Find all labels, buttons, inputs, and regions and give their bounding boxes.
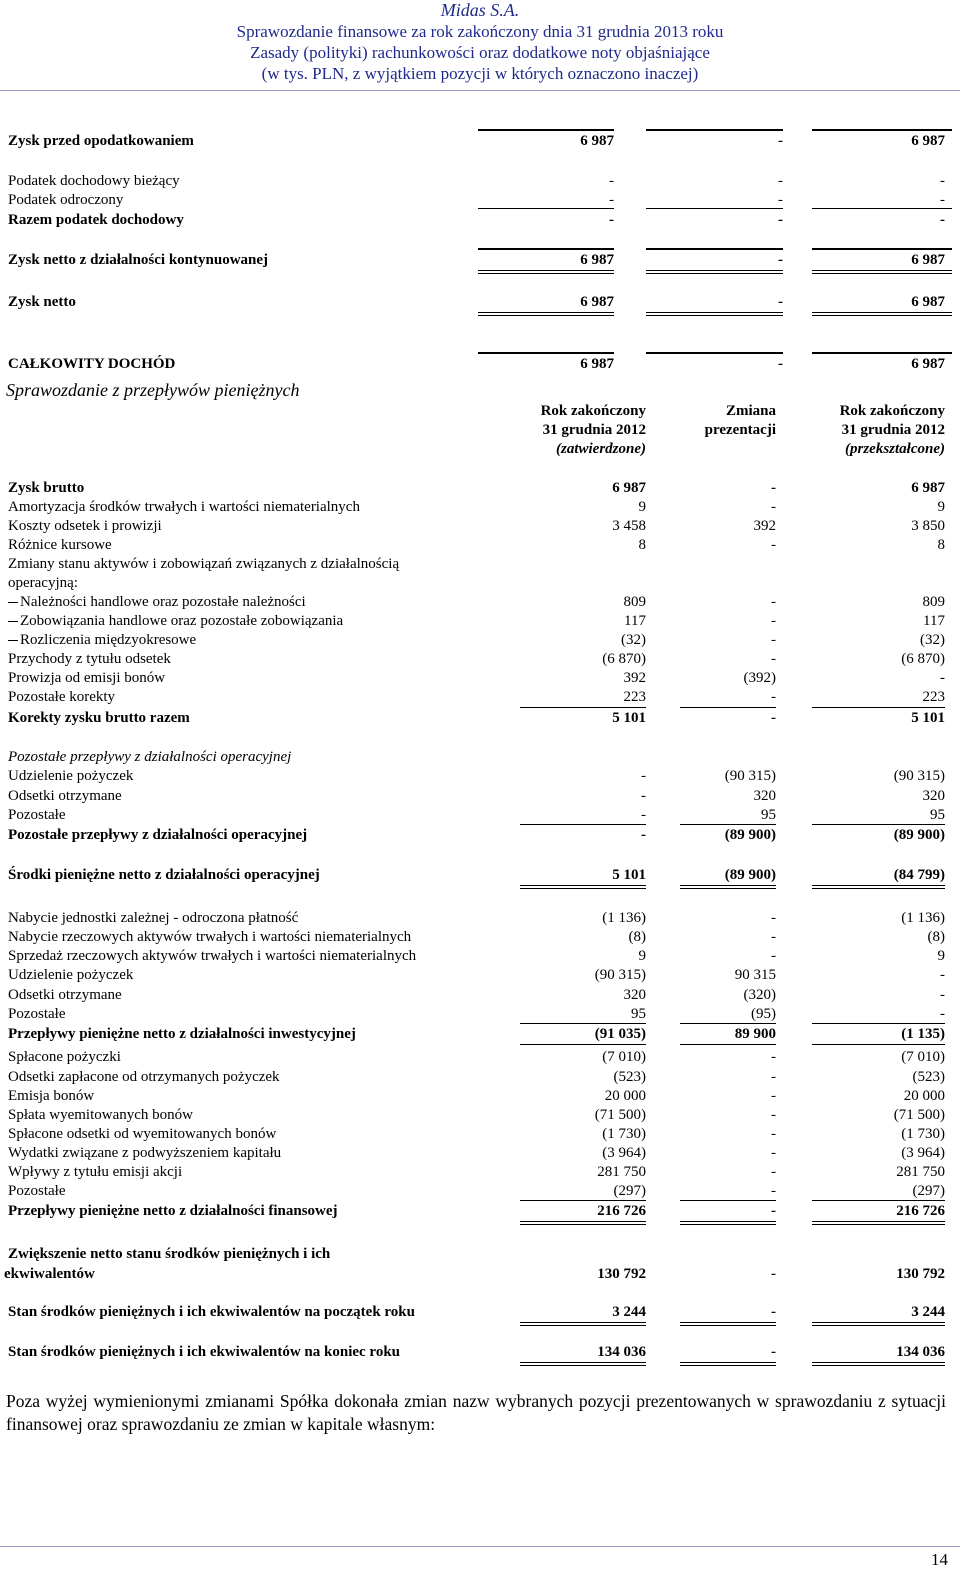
cashflow-row bbox=[0, 786, 960, 806]
row-label: Nabycie jednostki zależnej - odroczona płatność bbox=[8, 910, 299, 926]
row-value: 95 bbox=[761, 807, 776, 823]
cashflow-row bbox=[0, 592, 960, 612]
row-value: - bbox=[771, 689, 776, 705]
row-value: - bbox=[771, 948, 776, 964]
row-value: - bbox=[778, 133, 783, 149]
row-value: - bbox=[940, 173, 945, 189]
row-value: 20 000 bbox=[604, 1088, 646, 1104]
cashflow-row bbox=[0, 1047, 960, 1067]
row-value: (297) bbox=[613, 1183, 646, 1199]
row-value: (8) bbox=[927, 929, 945, 945]
row-label: Rozliczenia międzyokresowe bbox=[20, 632, 197, 648]
rule-line bbox=[680, 1322, 776, 1326]
income-row bbox=[0, 292, 960, 312]
income-row bbox=[0, 131, 960, 151]
row-label: ekwiwalentów bbox=[4, 1266, 95, 1282]
row-label: Wpływy z tytułu emisji akcji bbox=[8, 1164, 183, 1180]
row-value: - bbox=[940, 967, 945, 983]
income-row bbox=[0, 171, 960, 191]
rule-line bbox=[520, 1200, 646, 1201]
row-value: - bbox=[771, 1304, 776, 1320]
row-value: - bbox=[771, 613, 776, 629]
row-value: (1 136) bbox=[901, 910, 945, 926]
row-value: - bbox=[771, 1049, 776, 1065]
closing-paragraph: Poza wyżej wymienionymi zmianami Spółka dokonała zmian nazw wybranych pozycji prezentowanych w sprawozdaniu z sytuacji finansowej oraz sprawozdaniu ze zmian w kapitale własnym: bbox=[6, 1391, 946, 1434]
row-value: (32) bbox=[621, 632, 646, 648]
row-value: 392 bbox=[753, 518, 776, 534]
row-value: (89 900) bbox=[893, 827, 945, 843]
rule-line bbox=[478, 270, 614, 274]
row-value: - bbox=[771, 537, 776, 553]
row-value: 20 000 bbox=[903, 1088, 945, 1104]
row-value: (1 135) bbox=[901, 1026, 945, 1042]
cashflow-row bbox=[0, 554, 960, 574]
rule-line bbox=[478, 208, 614, 209]
rule-line bbox=[520, 885, 646, 889]
row-value: 3 458 bbox=[612, 518, 646, 534]
row-label: Stan środków pieniężnych i ich ekwiwalentów na początek roku bbox=[8, 1304, 415, 1320]
row-value: - bbox=[609, 212, 614, 228]
row-value: 6 987 bbox=[580, 133, 614, 149]
row-value: 5 101 bbox=[911, 710, 945, 726]
row-value: 6 987 bbox=[580, 252, 614, 268]
cashflow-row bbox=[0, 649, 960, 669]
rule-line bbox=[520, 707, 646, 708]
row-value: (71 500) bbox=[893, 1107, 945, 1123]
indent-dash bbox=[8, 602, 18, 603]
cashflow-row bbox=[0, 1181, 960, 1201]
row-value: 9 bbox=[937, 948, 945, 964]
row-value: 320 bbox=[753, 788, 776, 804]
row-value: - bbox=[771, 910, 776, 926]
row-label: Spłacone odsetki od wyemitowanych bonów bbox=[8, 1126, 277, 1142]
row-value: (71 500) bbox=[594, 1107, 646, 1123]
rule-line bbox=[812, 1044, 945, 1045]
row-value: - bbox=[771, 594, 776, 610]
rule-line bbox=[646, 248, 783, 250]
rule-line bbox=[680, 1200, 776, 1201]
row-value: 95 bbox=[631, 1006, 646, 1022]
row-value: 809 bbox=[623, 594, 646, 610]
row-value: 5 101 bbox=[612, 867, 646, 883]
row-label: Odsetki zapłacone od otrzymanych pożyczek bbox=[8, 1069, 280, 1085]
row-label: Odsetki otrzymane bbox=[8, 987, 122, 1003]
row-value: (7 010) bbox=[602, 1049, 646, 1065]
row-label: Podatek odroczony bbox=[8, 192, 124, 208]
row-value: (8) bbox=[628, 929, 646, 945]
row-value: (91 035) bbox=[594, 1026, 646, 1042]
rule-line bbox=[812, 270, 952, 274]
rule-line bbox=[520, 824, 646, 825]
rule-line bbox=[646, 270, 783, 274]
row-value: - bbox=[778, 192, 783, 208]
row-value: 6 987 bbox=[580, 294, 614, 310]
rule-line bbox=[812, 885, 945, 889]
row-value: (32) bbox=[920, 632, 945, 648]
row-label: Podatek dochodowy bieżący bbox=[8, 173, 180, 189]
cashflow-row bbox=[0, 825, 960, 845]
row-label: Spłacone pożyczki bbox=[8, 1049, 121, 1065]
row-label: Sprzedaż rzeczowych aktywów trwałych i wartości niematerialnych bbox=[8, 948, 417, 964]
row-label: Udzielenie pożyczek bbox=[8, 768, 134, 784]
row-value: 9 bbox=[638, 948, 646, 964]
rule-line bbox=[680, 885, 776, 889]
cashflow-row bbox=[0, 1086, 960, 1106]
row-value: - bbox=[771, 1126, 776, 1142]
row-value: - bbox=[609, 173, 614, 189]
rule-line bbox=[680, 824, 776, 825]
cashflow-row bbox=[0, 1302, 960, 1322]
rule-line bbox=[520, 1023, 646, 1024]
rule-line bbox=[812, 1221, 945, 1225]
rule-line bbox=[812, 129, 952, 131]
footer-rule bbox=[0, 1546, 960, 1547]
row-value: - bbox=[940, 670, 945, 686]
rule-line bbox=[812, 1362, 945, 1366]
row-value: 8 bbox=[638, 537, 646, 553]
row-value: - bbox=[940, 212, 945, 228]
rule-line bbox=[478, 352, 614, 354]
row-value: - bbox=[609, 192, 614, 208]
cashflow-title: Sprawozdanie z przepływów pieniężnych bbox=[6, 380, 300, 400]
column-header-change: Zmiana prezentacji bbox=[704, 403, 776, 438]
cashflow-row bbox=[0, 946, 960, 966]
row-label: Spłata wyemitowanych bonów bbox=[8, 1107, 193, 1123]
row-value: 90 315 bbox=[734, 967, 776, 983]
row-label: Przychody z tytułu odsetek bbox=[8, 651, 171, 667]
row-value: 6 987 bbox=[580, 356, 614, 372]
row-value: - bbox=[778, 294, 783, 310]
cashflow-row bbox=[0, 668, 960, 688]
rule-line bbox=[812, 1023, 945, 1024]
row-label: Należności handlowe oraz pozostałe należności bbox=[20, 594, 306, 610]
row-value: 216 726 bbox=[597, 1203, 646, 1219]
row-value: - bbox=[778, 356, 783, 372]
cashflow-row bbox=[0, 708, 960, 728]
row-value: (1 730) bbox=[901, 1126, 945, 1142]
cashflow-row bbox=[0, 1004, 960, 1024]
row-value: 117 bbox=[923, 613, 945, 629]
row-value: - bbox=[771, 480, 776, 496]
row-value: 6 987 bbox=[911, 133, 945, 149]
report-title: Sprawozdanie finansowe za rok zakończony dnia 31 grudnia 2013 roku bbox=[236, 22, 724, 41]
cashflow-row bbox=[0, 630, 960, 650]
cashflow-row bbox=[0, 747, 960, 767]
row-value: - bbox=[771, 499, 776, 515]
row-label: Prowizja od emisji bonów bbox=[8, 670, 166, 686]
column-header-approved: Rok zakończony 31 grudnia 2012 (zatwierdzone) bbox=[540, 403, 646, 457]
cashflow-row bbox=[0, 1342, 960, 1362]
column-header-restated: Rok zakończony 31 grudnia 2012 (przekształcone) bbox=[839, 403, 945, 457]
row-label: Pozostałe bbox=[8, 1006, 66, 1022]
row-label: Przepływy pieniężne netto z działalności finansowej bbox=[8, 1203, 338, 1219]
cashflow-row bbox=[0, 1024, 960, 1044]
row-label: operacyjną: bbox=[8, 575, 78, 591]
company-name: Midas S.A. bbox=[440, 0, 520, 20]
row-value: - bbox=[771, 1088, 776, 1104]
rule-line bbox=[646, 208, 783, 209]
row-value: - bbox=[771, 1183, 776, 1199]
row-value: (392) bbox=[743, 670, 776, 686]
row-value: 9 bbox=[937, 499, 945, 515]
row-label: Stan środków pieniężnych i ich ekwiwalentów na koniec roku bbox=[8, 1344, 400, 1360]
cashflow-row bbox=[0, 1143, 960, 1163]
row-value: (6 870) bbox=[901, 651, 945, 667]
rule-line bbox=[646, 312, 783, 316]
rule-line bbox=[680, 707, 776, 708]
row-value: - bbox=[778, 173, 783, 189]
row-value: 320 bbox=[623, 987, 646, 1003]
cashflow-row bbox=[0, 766, 960, 786]
row-label: Emisja bonów bbox=[8, 1088, 95, 1104]
cashflow-row bbox=[0, 965, 960, 985]
row-value: (90 315) bbox=[893, 768, 945, 784]
row-value: 134 036 bbox=[896, 1344, 945, 1360]
row-value: (1 136) bbox=[602, 910, 646, 926]
row-label: Zysk netto z działalności kontynuowanej bbox=[8, 252, 269, 268]
row-value: - bbox=[771, 1203, 776, 1219]
income-row bbox=[0, 190, 960, 210]
row-label: Różnice kursowe bbox=[8, 537, 112, 553]
row-label: Korekty zysku brutto razem bbox=[8, 710, 190, 726]
rule-line bbox=[812, 352, 952, 354]
rule-line bbox=[478, 312, 614, 316]
row-value: 130 792 bbox=[896, 1266, 945, 1282]
row-value: 3 244 bbox=[911, 1304, 945, 1320]
cashflow-row bbox=[0, 1105, 960, 1125]
rule-line bbox=[680, 1044, 776, 1045]
cashflow-row bbox=[0, 497, 960, 517]
row-value: 6 987 bbox=[911, 252, 945, 268]
row-value: 3 850 bbox=[911, 518, 945, 534]
row-label: Udzielenie pożyczek bbox=[8, 967, 134, 983]
report-subtitle: Zasady (polityki) rachunkowości oraz dodatkowe noty objaśniające bbox=[250, 43, 710, 62]
rule-line bbox=[812, 1200, 945, 1201]
row-value: 130 792 bbox=[597, 1266, 646, 1282]
row-value: 6 987 bbox=[612, 480, 646, 496]
rule-line bbox=[520, 1322, 646, 1326]
cashflow-row bbox=[0, 611, 960, 631]
row-value: 8 bbox=[937, 537, 945, 553]
row-value: - bbox=[641, 827, 646, 843]
rule-line bbox=[680, 1362, 776, 1366]
row-label: Amortyzacja środków trwałych i wartości niematerialnych bbox=[8, 499, 360, 515]
row-value: 117 bbox=[624, 613, 646, 629]
rule-line bbox=[478, 248, 614, 250]
row-value: (523) bbox=[613, 1069, 646, 1085]
cashflow-row bbox=[0, 1264, 960, 1284]
cashflow-row bbox=[0, 1162, 960, 1182]
row-value: (90 315) bbox=[724, 768, 776, 784]
row-value: - bbox=[771, 1344, 776, 1360]
row-value: (3 964) bbox=[901, 1145, 945, 1161]
row-value: (95) bbox=[751, 1006, 776, 1022]
row-label: Pozostałe bbox=[8, 1183, 66, 1199]
row-value: 320 bbox=[922, 788, 945, 804]
currency-note: (w tys. PLN, z wyjątkiem pozycji w których oznaczono inaczej) bbox=[261, 64, 699, 83]
rule-line bbox=[520, 1362, 646, 1366]
cashflow-row bbox=[0, 535, 960, 555]
row-value: 9 bbox=[638, 499, 646, 515]
row-label: Nabycie rzeczowych aktywów trwałych i wartości niematerialnych bbox=[8, 929, 412, 945]
page-number: 14 bbox=[931, 1550, 948, 1569]
row-value: (84 799) bbox=[893, 867, 945, 883]
rule-line bbox=[680, 1221, 776, 1225]
row-value: (320) bbox=[743, 987, 776, 1003]
row-value: - bbox=[778, 212, 783, 228]
rule-line bbox=[812, 312, 952, 316]
row-value: (1 730) bbox=[602, 1126, 646, 1142]
rule-line bbox=[646, 129, 783, 131]
row-value: 281 750 bbox=[896, 1164, 945, 1180]
row-value: (89 900) bbox=[724, 827, 776, 843]
row-label: Zwiększenie netto stanu środków pieniężnych i ich bbox=[8, 1246, 331, 1262]
row-value: (89 900) bbox=[724, 867, 776, 883]
rule-line bbox=[520, 1044, 646, 1045]
row-label: Zysk brutto bbox=[8, 480, 85, 496]
cashflow-row bbox=[0, 1067, 960, 1087]
rule-line bbox=[646, 352, 783, 354]
cashflow-row bbox=[0, 687, 960, 707]
rule-line bbox=[680, 1023, 776, 1024]
row-value: 5 101 bbox=[612, 710, 646, 726]
row-value: - bbox=[940, 192, 945, 208]
row-label: Pozostałe korekty bbox=[8, 689, 116, 705]
income-row bbox=[0, 354, 960, 374]
cashflow-row bbox=[0, 1244, 960, 1264]
row-value: - bbox=[771, 651, 776, 667]
row-label: Zysk przed opodatkowaniem bbox=[8, 133, 194, 149]
row-value: (3 964) bbox=[602, 1145, 646, 1161]
rule-line bbox=[812, 248, 952, 250]
row-label: Pozostałe przepływy z działalności operacyjnej bbox=[8, 827, 308, 843]
page-header bbox=[0, 0, 960, 91]
rule-line bbox=[520, 1221, 646, 1225]
income-row bbox=[0, 250, 960, 270]
row-value: - bbox=[771, 1069, 776, 1085]
row-value: (7 010) bbox=[901, 1049, 945, 1065]
row-value: 809 bbox=[922, 594, 945, 610]
cashflow-row bbox=[0, 908, 960, 928]
rule-line bbox=[812, 208, 952, 209]
row-value: - bbox=[771, 1266, 776, 1282]
row-value: - bbox=[641, 768, 646, 784]
row-label: Wydatki związane z podwyższeniem kapitału bbox=[8, 1145, 282, 1161]
row-value: - bbox=[641, 788, 646, 804]
row-value: - bbox=[771, 1164, 776, 1180]
row-value: - bbox=[940, 987, 945, 1003]
rule-line bbox=[812, 707, 945, 708]
row-label: Razem podatek dochodowy bbox=[8, 212, 184, 228]
row-label: Środki pieniężne netto z działalności operacyjnej bbox=[8, 867, 320, 883]
row-value: - bbox=[778, 252, 783, 268]
indent-dash bbox=[8, 640, 18, 641]
cashflow-row bbox=[0, 927, 960, 947]
row-value: - bbox=[771, 1107, 776, 1123]
row-value: (297) bbox=[912, 1183, 945, 1199]
row-value: (90 315) bbox=[594, 967, 646, 983]
row-value: - bbox=[771, 632, 776, 648]
row-value: (6 870) bbox=[602, 651, 646, 667]
row-value: - bbox=[641, 807, 646, 823]
row-label: Zmiany stanu aktywów i zobowiązań związanych z działalnością bbox=[8, 556, 400, 572]
cashflow-row bbox=[0, 478, 960, 498]
cashflow-row bbox=[0, 865, 960, 885]
row-label: Pozostałe bbox=[8, 807, 66, 823]
row-value: - bbox=[771, 929, 776, 945]
row-value: - bbox=[771, 1145, 776, 1161]
row-label: CAŁKOWITY DOCHÓD bbox=[8, 356, 176, 372]
row-value: 3 244 bbox=[612, 1304, 646, 1320]
row-label: Przepływy pieniężne netto z działalności inwestycyjnej bbox=[8, 1026, 356, 1042]
rule-line bbox=[812, 824, 945, 825]
row-value: 89 900 bbox=[734, 1026, 776, 1042]
row-label: Zysk netto bbox=[8, 294, 76, 310]
cashflow-row bbox=[0, 573, 960, 593]
rule-line bbox=[478, 129, 614, 131]
row-value: 392 bbox=[623, 670, 646, 686]
cashflow-row bbox=[0, 1124, 960, 1144]
row-value: 223 bbox=[623, 689, 646, 705]
row-value: 95 bbox=[930, 807, 945, 823]
cashflow-row bbox=[0, 985, 960, 1005]
row-label: Koszty odsetek i prowizji bbox=[8, 518, 162, 534]
cashflow-row bbox=[0, 1201, 960, 1221]
indent-dash bbox=[8, 621, 18, 622]
row-label: Zobowiązania handlowe oraz pozostałe zobowiązania bbox=[20, 613, 344, 629]
row-value: 223 bbox=[922, 689, 945, 705]
row-value: - bbox=[940, 1006, 945, 1022]
row-label: Pozostałe przepływy z działalności operacyjnej bbox=[8, 749, 292, 765]
row-value: 6 987 bbox=[911, 356, 945, 372]
row-value: 281 750 bbox=[597, 1164, 646, 1180]
row-value: (523) bbox=[912, 1069, 945, 1085]
row-value: 216 726 bbox=[896, 1203, 945, 1219]
row-value: 134 036 bbox=[597, 1344, 646, 1360]
cashflow-row bbox=[0, 516, 960, 536]
income-row bbox=[0, 210, 960, 230]
row-value: - bbox=[771, 710, 776, 726]
cashflow-row bbox=[0, 805, 960, 825]
row-label: Odsetki otrzymane bbox=[8, 788, 122, 804]
rule-line bbox=[812, 1322, 945, 1326]
row-value: 6 987 bbox=[911, 294, 945, 310]
row-value: 6 987 bbox=[911, 480, 945, 496]
